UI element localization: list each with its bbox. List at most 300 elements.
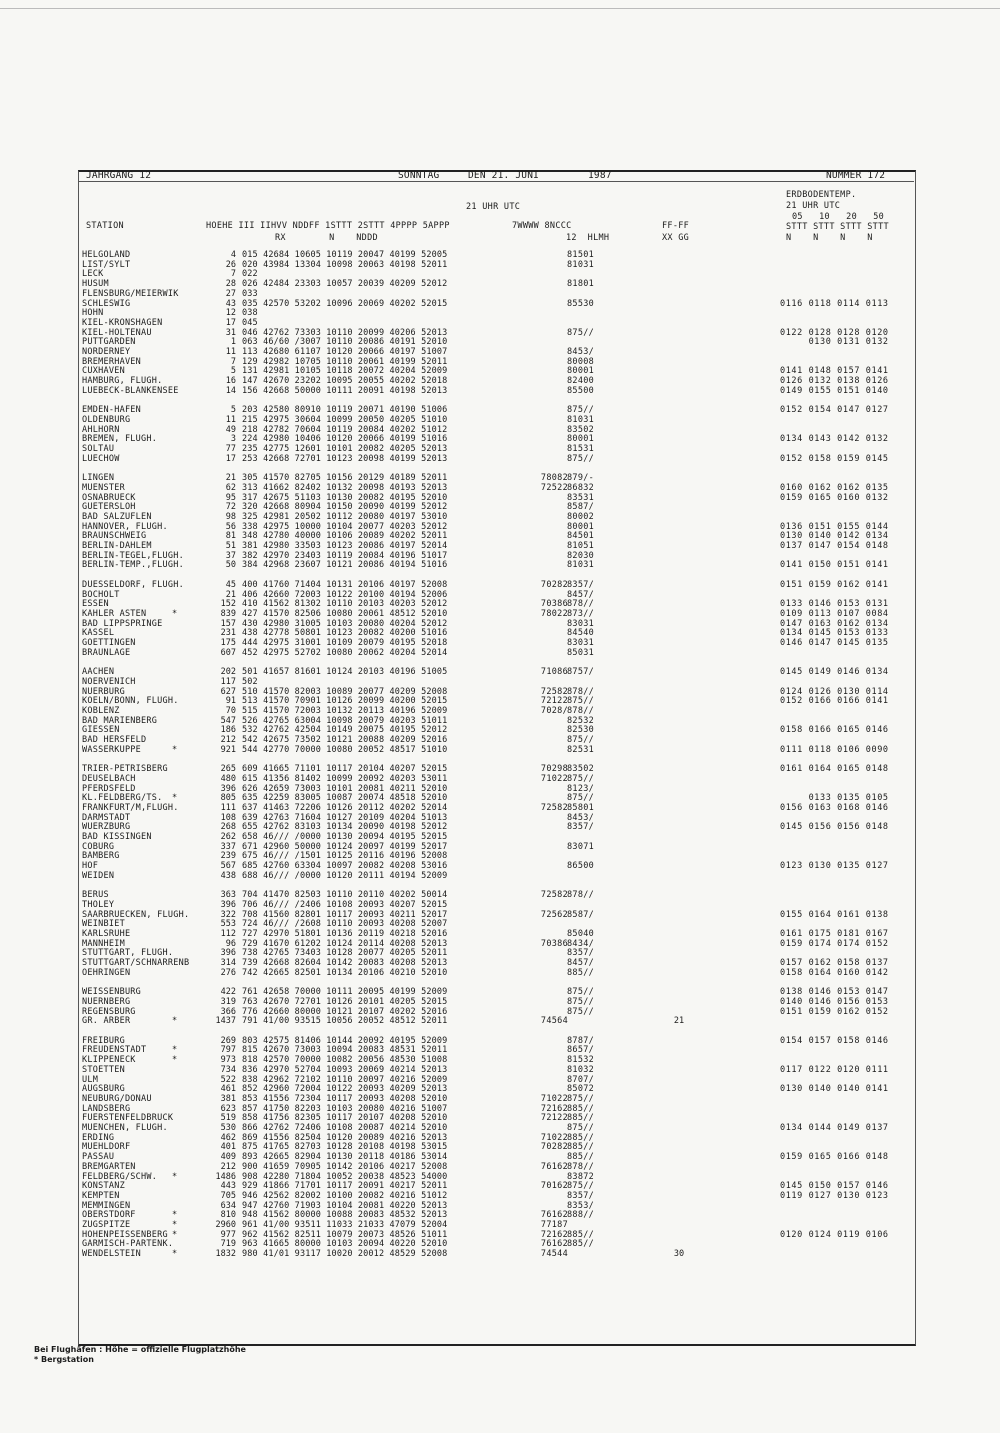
synop-groups: 708 41560 82801 10117 20093 40211 52017	[242, 909, 448, 920]
synop-groups: 763 42670 72701 10126 20101 40205 52015	[242, 996, 448, 1007]
weather-group: 70282	[540, 1142, 568, 1153]
cloud-group: 80001	[567, 521, 595, 532]
station-height: 363	[220, 890, 236, 901]
cloud-group: 8453/	[567, 812, 595, 823]
soil-temperatures: 0134 0145 0153 0133	[780, 628, 889, 639]
synop-groups: 875 41765 82703 10128 20108 40198 53015	[242, 1142, 448, 1153]
weather-group: 70386	[540, 599, 568, 610]
station-name: MUEHLDORF	[82, 1142, 131, 1153]
cloud-group: 8457/	[567, 958, 595, 969]
synop-groups: 532 42762 42504 10149 20075 40195 52012	[242, 725, 448, 736]
station-name: NEUBURG/DONAU	[82, 1093, 152, 1104]
station-name: PUTTGARDEN	[82, 337, 136, 348]
station-name: KONSTANZ	[82, 1181, 125, 1192]
station-height: 81	[225, 531, 236, 542]
table-row	[0, 851, 1000, 861]
synop-groups: 129 42982 10705 10110 20061 40199 52011	[242, 356, 448, 367]
synop-groups: 742 42665 82501 10134 20106 40210 52010	[242, 967, 448, 978]
table-row	[0, 347, 1000, 357]
synop-groups: 869 41556 82504 10120 20089 40216 52013	[242, 1132, 448, 1143]
station-name: LIST/SYLT	[82, 259, 131, 270]
station-height: 530	[220, 1123, 236, 1133]
synop-groups: 929 41866 71701 10117 20091 40217 52011	[242, 1181, 448, 1192]
cloud-group: 85500	[567, 385, 595, 396]
station-name: LECK	[82, 269, 104, 280]
cloud-group: 875//	[567, 793, 595, 804]
synop-groups: 776 42660 80000 10121 20107 40202 52016	[242, 1006, 448, 1017]
cloud-group: 878//	[567, 686, 595, 697]
cloud-group: 85530	[567, 298, 595, 309]
synop-groups: 866 42762 72406 10108 20087 40214 52010	[242, 1123, 448, 1133]
synop-groups: 038	[242, 308, 258, 319]
station-name: SCHLESWIG	[82, 298, 131, 309]
wind-header-row2: XX GG	[662, 233, 690, 243]
table-row	[0, 560, 1000, 570]
station-name: GR. ARBER	[82, 1016, 131, 1027]
station-height: 17	[225, 453, 236, 464]
station-height: 72	[225, 502, 236, 513]
mountain-marker: *	[172, 1229, 178, 1240]
mountain-marker: *	[172, 1220, 178, 1230]
soil-temperatures: 0124 0126 0130 0114	[780, 686, 889, 697]
station-name: OLDENBURG	[82, 414, 131, 425]
table-row	[0, 609, 1000, 619]
station-name: NUERBURG	[82, 686, 125, 697]
synop-groups: 791 41/00 93515 10056 20052 48512 52011	[242, 1016, 448, 1027]
cloud-group: 885//	[567, 1239, 595, 1250]
synop-groups: 980 41/01 93117 10020 20012 48529 52008	[242, 1249, 448, 1260]
synop-groups: 818 42570 70000 10082 20056 48530 51008	[242, 1055, 448, 1066]
synop-groups: 739 42668 82604 10142 20083 40208 52013	[242, 958, 448, 969]
station-name: BAMBERG	[82, 851, 120, 862]
station-name: KARLSRUHE	[82, 929, 131, 939]
synop-groups: 857 41750 82203 10103 20080 40216 51007	[242, 1103, 448, 1114]
station-height: 111	[220, 802, 236, 813]
table-row	[0, 716, 1000, 726]
cloud-group: 885//	[567, 1132, 595, 1143]
station-height: 27	[225, 288, 236, 299]
mountain-marker: *	[172, 1016, 178, 1027]
weather-group: 77187	[540, 1220, 568, 1230]
synop-groups: 452 42975 52702 10080 20062 40204 52014	[242, 647, 448, 658]
weekday-label: SONNTAG	[398, 170, 440, 181]
cloud-group: 83031	[567, 638, 595, 648]
table-row	[0, 628, 1000, 638]
station-name: NORDERNEY	[82, 347, 131, 357]
station-name: BAD HERSFELD	[82, 735, 147, 745]
weather-group: 72122	[540, 1113, 568, 1124]
station-name: BOCHOLT	[82, 589, 120, 600]
station-name: KIEL-HOLTENAU	[82, 327, 152, 338]
footnote-airports: Bei Flughäfen : Höhe = offizielle Flugplatzhöhe	[34, 1345, 246, 1354]
table-row	[0, 813, 1000, 823]
station-height: 4	[230, 250, 236, 260]
station-name: BREMEN, FLUGH.	[82, 434, 158, 445]
synop-groups: 215 42975 30604 10099 20050 40205 51010	[242, 414, 448, 425]
cloud-group: 8357/	[567, 579, 595, 590]
station-name: GIESSEN	[82, 725, 120, 736]
station-height: 268	[220, 822, 236, 833]
table-row	[0, 1045, 1000, 1055]
synop-groups: 639 42763 71604 10127 20109 40204 51013	[242, 812, 448, 823]
station-name: HUSUM	[82, 279, 109, 290]
table-row	[0, 376, 1000, 386]
soil-temperatures: 0151 0159 0162 0141	[780, 579, 889, 590]
synop-groups: 510 41570 82003 10089 20077 40209 52008	[242, 686, 448, 697]
station-name: WASSERKUPPE	[82, 744, 142, 755]
soil-temperatures: 0149 0155 0151 0140	[780, 385, 889, 396]
mountain-marker: *	[172, 1249, 178, 1260]
cloud-group: 81051	[567, 541, 595, 551]
station-name: TRIER-PETRISBERG	[82, 764, 168, 775]
table-row	[0, 764, 1000, 774]
cloud-group: 83071	[567, 841, 595, 852]
cloud-group: 82530	[567, 725, 595, 736]
station-name: HAMBURG, FLUGH.	[82, 376, 163, 387]
cloud-group: 8587/	[567, 502, 595, 513]
table-row	[0, 250, 1000, 260]
synop-groups: 761 42658 70000 10111 20095 40199 52009	[242, 987, 448, 998]
table-row	[0, 1249, 1000, 1259]
synop-groups: 729 41670 61202 10124 20114 40208 52013	[242, 938, 448, 949]
cloud-group: 879/-	[567, 473, 595, 484]
table-row	[0, 706, 1000, 716]
synop-groups: 803 42575 81406 10144 20092 40195 52009	[242, 1035, 448, 1046]
station-height: 12	[225, 308, 236, 319]
cloud-group: 82400	[567, 376, 595, 387]
synop-groups: 515 41570 72003 10132 20113 40196 52009	[242, 705, 448, 716]
synop-groups: 384 42968 23607 10121 20086 40194 51016	[242, 560, 448, 571]
station-name: KLIPPENECK	[82, 1055, 136, 1066]
weather-group: 71022	[540, 1093, 568, 1104]
station-height: 152	[220, 599, 236, 610]
cloud-group: 8357/	[567, 1190, 595, 1201]
soil-temperatures: 0117 0122 0120 0111	[780, 1064, 889, 1075]
table-row	[0, 968, 1000, 978]
station-height: 117	[220, 676, 236, 687]
station-name: LUECHOW	[82, 453, 120, 464]
synop-groups: 045	[242, 317, 258, 328]
cloud-group: 875//	[567, 1093, 595, 1104]
synop-groups: 338 42975 10000 10104 20077 40203 52012	[242, 521, 448, 532]
soil-temperatures: 0109 0113 0107 0084	[780, 608, 889, 619]
table-row	[0, 696, 1000, 706]
station-name: DARMSTADT	[82, 812, 131, 823]
station-name: KAHLER ASTEN	[82, 608, 147, 619]
station-name: BERUS	[82, 890, 109, 901]
soil-temperatures: 0157 0162 0158 0137	[780, 958, 889, 969]
station-height: 462	[220, 1132, 236, 1143]
station-height: 443	[220, 1181, 236, 1192]
cloud-group: 8757/	[567, 667, 595, 678]
station-name: FLENSBURG/MEIERWIK	[82, 288, 179, 299]
station-height: 461	[220, 1084, 236, 1095]
table-row	[0, 890, 1000, 900]
station-name: PASSAU	[82, 1152, 115, 1163]
table-row	[0, 958, 1000, 968]
cloud-group: 878//	[567, 1161, 595, 1172]
cloud-group: 8453/	[567, 347, 595, 357]
cloud-group: 85072	[567, 1084, 595, 1095]
cloud-group: 885//	[567, 1113, 595, 1124]
station-height: 322	[220, 909, 236, 920]
table-row	[0, 919, 1000, 929]
weather-group: 72522	[540, 482, 568, 493]
cloud-group: 875//	[567, 987, 595, 998]
soil-temperatures: 0156 0163 0168 0146	[780, 802, 889, 813]
station-height: 31	[225, 327, 236, 338]
station-height: 186	[220, 725, 236, 736]
table-row	[0, 842, 1000, 852]
station-height: 265	[220, 764, 236, 775]
table-row	[0, 910, 1000, 920]
station-header: STATION	[86, 221, 124, 231]
station-name: BRAUNLAGE	[82, 647, 131, 658]
station-name: HOF	[82, 861, 99, 872]
station-name: BERLIN-TEMP.,FLUGH.	[82, 560, 184, 571]
station-name: AACHEN	[82, 667, 115, 678]
soil-temp-time: 21 UHR UTC	[786, 201, 841, 211]
weather-group: 72582	[540, 890, 568, 901]
synop-groups: 671 42960 50000 10124 20097 40199 52017	[242, 841, 448, 852]
cloud-group: 8434/	[567, 938, 595, 949]
time-header: 21 UHR UTC	[466, 202, 521, 212]
synop-groups: 615 41356 81402 10099 20092 40203 53011	[242, 773, 448, 784]
table-row	[0, 502, 1000, 512]
table-row	[0, 493, 1000, 503]
soil-temperatures: 0159 0165 0166 0148	[780, 1152, 889, 1163]
station-height: 337	[220, 841, 236, 852]
cloud-group: 85040	[567, 929, 595, 939]
station-name: ERDING	[82, 1132, 115, 1143]
cloud-group: 85031	[567, 647, 595, 658]
station-height: 401	[220, 1142, 236, 1153]
cloud-group: 81501	[567, 250, 595, 260]
synop-groups: 147 42670 23202 10095 20055 40202 52018	[242, 376, 448, 387]
synop-groups: 542 42675 73502 10121 20088 40209 52016	[242, 735, 448, 745]
synop-groups: 838 42962 72102 10110 20097 40216 52009	[242, 1074, 448, 1085]
station-name: CUXHAVEN	[82, 366, 125, 377]
station-height: 14	[225, 385, 236, 396]
table-row	[0, 1220, 1000, 1230]
cloud-group: 85801	[567, 802, 595, 813]
synop-groups: 626 42659 73003 10101 20081 40211 52010	[242, 783, 448, 794]
cloud-group: 8787/	[567, 1035, 595, 1046]
synop-groups: 253 42668 72701 10123 20098 40199 52013	[242, 453, 448, 464]
cloud-group: 82531	[567, 744, 595, 755]
station-height: 91	[225, 696, 236, 707]
station-height: 43	[225, 298, 236, 309]
station-height: 553	[220, 919, 236, 930]
soil-temperatures: 0145 0149 0146 0134	[780, 667, 889, 678]
station-height: 276	[220, 967, 236, 978]
soil-temperatures: 0119 0127 0130 0123	[780, 1190, 889, 1201]
soil-temperatures: 0158 0164 0160 0142	[780, 967, 889, 978]
soil-temperatures: 0145 0150 0157 0146	[780, 1181, 889, 1192]
table-row	[0, 599, 1000, 609]
synop-groups: 704 41470 82503 10110 20110 40202 50014	[242, 890, 448, 901]
cloud-group: 83872	[567, 1171, 595, 1182]
table-row	[0, 619, 1000, 629]
station-height: 7	[230, 356, 236, 367]
station-height: 16	[225, 376, 236, 387]
station-height: 1437	[215, 1016, 236, 1027]
soil-temperatures: 0151 0159 0162 0152	[780, 1006, 889, 1017]
station-height: 5	[230, 366, 236, 377]
soil-temperatures: 0137 0147 0154 0148	[780, 541, 889, 551]
synop-groups: 637 41463 72206 10126 20112 40202 52014	[242, 802, 448, 813]
table-row	[0, 1162, 1000, 1172]
synop-groups: 948 41562 80000 10088 20083 48532 52013	[242, 1210, 448, 1221]
table-row	[0, 337, 1000, 347]
station-name: STUTTGART/SCHNARRENB	[82, 958, 190, 969]
station-height: 1486	[215, 1171, 236, 1182]
station-name: HOHN	[82, 308, 104, 319]
synop-groups: 502	[242, 676, 258, 687]
station-height: 17	[225, 317, 236, 328]
table-row	[0, 269, 1000, 279]
station-name: BAD SALZUFLEN	[82, 511, 152, 522]
weather-group: 78022	[540, 608, 568, 619]
table-row	[0, 1026, 1000, 1036]
table-row	[0, 1172, 1000, 1182]
synop-groups: 852 42960 72004 10122 20093 40209 52013	[242, 1084, 448, 1095]
soil-temperatures: 0138 0146 0153 0147	[780, 987, 889, 998]
soil-temperatures: 0154 0157 0158 0146	[780, 1035, 889, 1046]
station-name: SAARBRUECKEN, FLUGH.	[82, 909, 190, 920]
synop-groups: 400 41760 71404 10131 20106 40197 52008	[242, 579, 448, 590]
cloud-group: 81032	[567, 1064, 595, 1075]
station-height: 973	[220, 1055, 236, 1066]
station-height: 157	[220, 618, 236, 629]
station-height: 5	[230, 405, 236, 416]
station-height: 396	[220, 948, 236, 959]
soil-temperatures: 0146 0147 0145 0135	[780, 638, 889, 648]
cloud-group: 875//	[567, 696, 595, 707]
station-height: 212	[220, 1161, 236, 1172]
station-name: OEHRINGEN	[82, 967, 131, 978]
station-name: FREUDENSTADT	[82, 1045, 147, 1056]
station-height: 108	[220, 812, 236, 823]
station-height: 7	[230, 269, 236, 280]
synop-groups: 325 42981 20502 10112 20080 40197 53010	[242, 511, 448, 522]
synop-groups: 858 41756 82305 10117 20107 40208 52010	[242, 1113, 448, 1124]
soil-temperatures: 0152 0158 0159 0145	[780, 453, 889, 464]
station-name: OSNABRUECK	[82, 492, 136, 503]
table-row	[0, 871, 1000, 881]
synop-groups: 675 46/// /1501 10125 20116 40196 52008	[242, 851, 448, 862]
synop-groups: 020 43984 13304 10098 20063 40198 52011	[242, 259, 448, 270]
synop-groups: 218 42782 70604 10119 20084 40202 51012	[242, 424, 448, 435]
cloud-group: 8587/	[567, 909, 595, 920]
mountain-marker: *	[172, 744, 178, 755]
synop-groups: 203 42580 80910 10119 20071 40190 51006	[242, 405, 448, 416]
table-row	[0, 279, 1000, 289]
cloud-group: 885//	[567, 967, 595, 978]
weather-group: 71022	[540, 1132, 568, 1143]
soil-temperatures: 0130 0140 0140 0141	[780, 1084, 889, 1095]
cloud-group: 80001	[567, 366, 595, 377]
soil-temp-codes: STTT STTT STTT STTT	[786, 222, 889, 232]
soil-temperatures: 0133 0146 0153 0131	[780, 599, 889, 610]
synop-groups: 655 42762 83103 10134 20090 40198 52012	[242, 822, 448, 833]
table-row	[0, 881, 1000, 891]
table-row	[0, 386, 1000, 396]
station-name: HOHENPEISSENBERG	[82, 1229, 168, 1240]
weather-group: 7028/	[540, 705, 568, 716]
cloud-group: 81031	[567, 414, 595, 425]
table-row	[0, 1201, 1000, 1211]
soil-temperatures: 0161 0164 0165 0148	[780, 764, 889, 775]
station-height: 381	[220, 1093, 236, 1104]
soil-temperatures: 0145 0156 0156 0148	[780, 822, 889, 833]
cloud-group: 81031	[567, 259, 595, 270]
station-name: KEMPTEN	[82, 1190, 120, 1201]
mountain-marker: *	[172, 1171, 178, 1182]
station-name: KOBLENZ	[82, 705, 120, 716]
synop-groups: 033	[242, 288, 258, 299]
synop-groups: 313 41662 82402 10132 20098 40193 52013	[242, 482, 448, 493]
soil-temperatures: 0141 0150 0151 0141	[780, 560, 889, 571]
station-height: 262	[220, 832, 236, 842]
cloud-group: 875//	[567, 735, 595, 745]
station-name: WUERZBURG	[82, 822, 131, 833]
cloud-group: 83531	[567, 492, 595, 503]
cloud-group: 81031	[567, 560, 595, 571]
table-row	[0, 1084, 1000, 1094]
synop-groups: 046 42762 73303 10110 20099 40206 52013	[242, 327, 448, 338]
table-row	[0, 774, 1000, 784]
station-name: OBERSTDORF	[82, 1210, 136, 1221]
station-name: MEMMINGEN	[82, 1200, 131, 1211]
cloud-group: 84501	[567, 531, 595, 542]
soil-temperatures: 0147 0163 0162 0134	[780, 618, 889, 629]
soil-temperatures: 0123 0130 0135 0127	[780, 861, 889, 872]
table-row	[0, 541, 1000, 551]
station-name: HANNOVER, FLUGH.	[82, 521, 168, 532]
cloud-group: 80002	[567, 511, 595, 522]
synop-groups: 348 42780 40000 10106 20089 40202 52011	[242, 531, 448, 542]
table-row	[0, 948, 1000, 958]
table-row	[0, 473, 1000, 483]
synop-groups: 113 42680 61107 10120 20066 40197 51007	[242, 347, 448, 357]
cloud-group: 875//	[567, 405, 595, 416]
table-row	[0, 405, 1000, 415]
table-row	[0, 1036, 1000, 1046]
table-row	[0, 657, 1000, 667]
cloud-group: 885//	[567, 1152, 595, 1163]
station-height: 522	[220, 1074, 236, 1085]
cloud-group: 80008	[567, 356, 595, 367]
table-row	[0, 328, 1000, 338]
table-row	[0, 793, 1000, 803]
soil-temperatures: 0116 0118 0114 0113	[780, 298, 889, 309]
cloud-group: 8123/	[567, 783, 595, 794]
table-row	[0, 677, 1000, 687]
table-row	[0, 1191, 1000, 1201]
table-row	[0, 308, 1000, 318]
volume-label: JAHRGANG 12	[86, 170, 152, 181]
weather-group: 72582	[540, 686, 568, 697]
soil-temperatures: 0126 0132 0138 0126	[780, 376, 889, 387]
weather-group: 72582	[540, 802, 568, 813]
table-row	[0, 1016, 1000, 1026]
soil-temperatures: 0130 0140 0142 0134	[780, 531, 889, 542]
table-row	[0, 900, 1000, 910]
wind-gust: 21	[673, 1016, 685, 1027]
soil-temp-depths: 05 10 20 50	[792, 212, 885, 222]
station-name: WEINBIET	[82, 919, 125, 930]
